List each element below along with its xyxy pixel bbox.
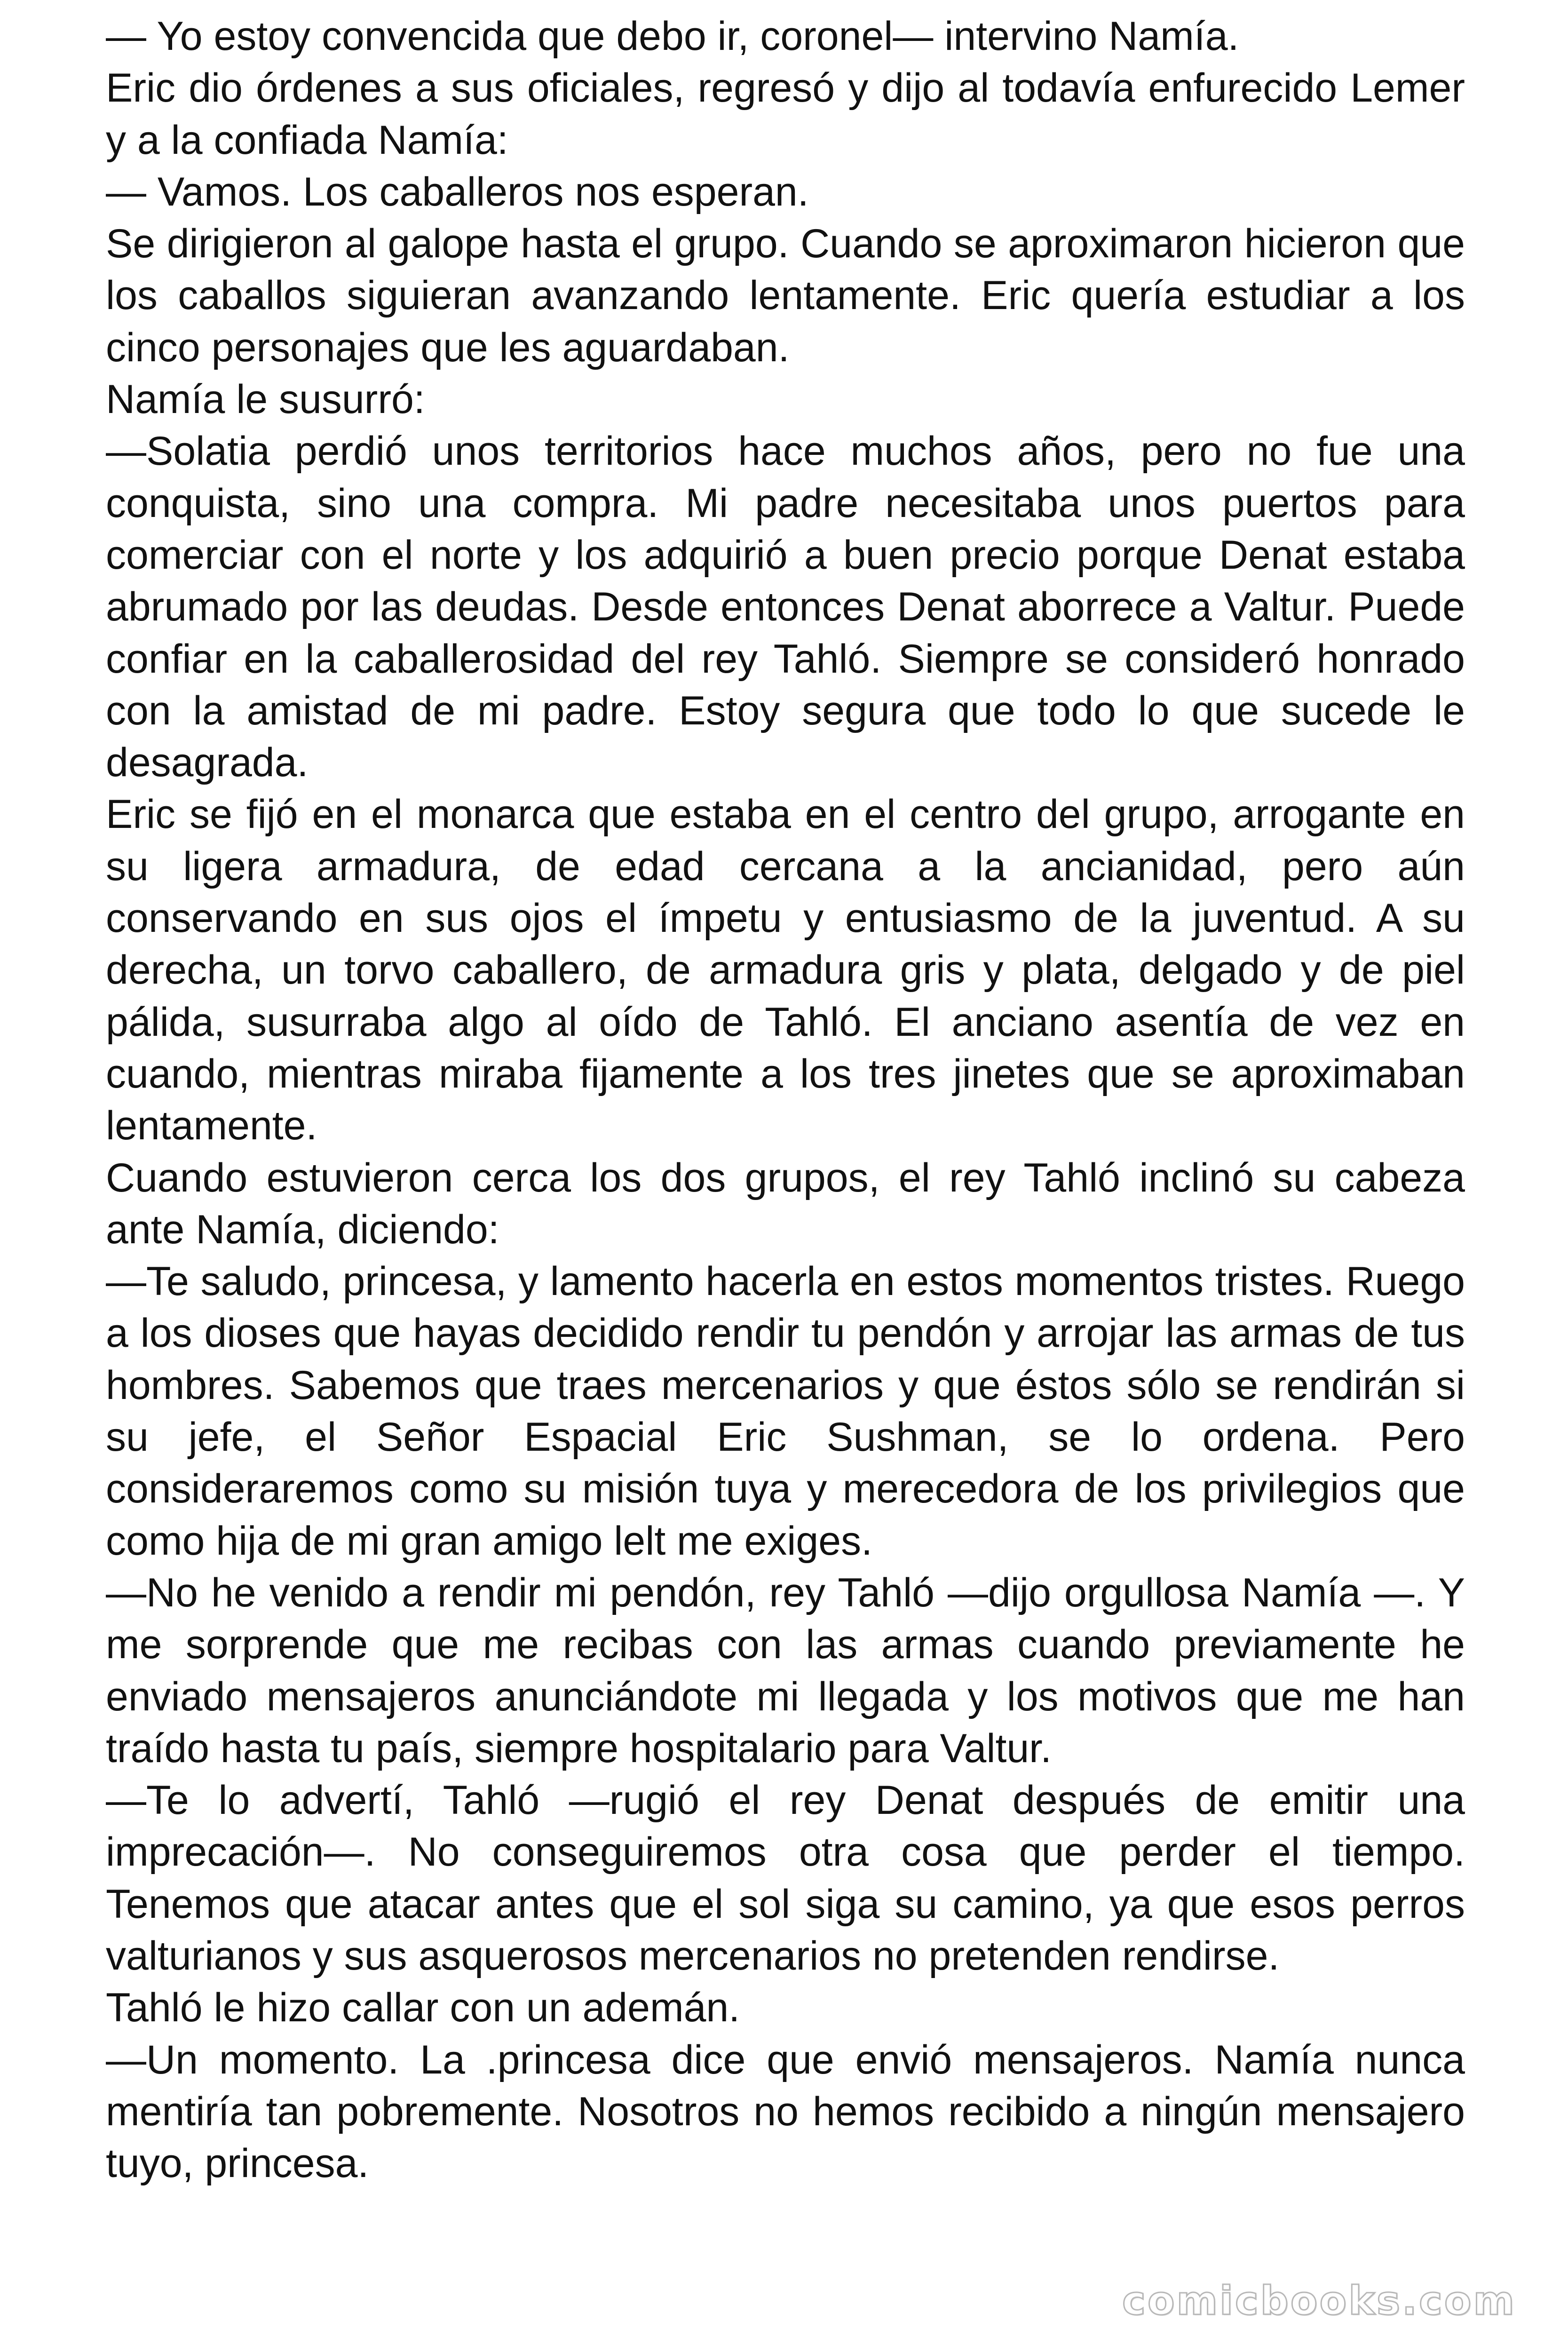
watermark: comicbooks.com: [1122, 2278, 1516, 2324]
paragraph: Eric se fijó en el monarca que estaba en el centro del grupo, arrogante en su ligera armadura, de edad cercana a la ancianidad, pero aún conservando en sus ojos el ímpetu y entusiasmo de la juventud. A su derecha, un torvo caballero, de armadura gris y plata, delgado y de piel pálida, susurraba algo al oído de Tahló. El anciano asentía de vez en cuando, mientras miraba fijamente a los tres jinetes que se aproximaban lentamente.: [106, 792, 1465, 1149]
paragraph: —Te lo advertí, Tahló —rugió el rey Denat después de emitir una imprecación—. No conseguiremos otra cosa que perder el tiempo. Tenemos que atacar antes que el sol siga su camino, ya que esos perros valturianos y sus asquerosos mercenarios no pretenden rendirse.: [106, 1778, 1465, 1979]
paragraph: Namía le susurró:: [106, 377, 425, 422]
paragraph: —Un momento. La .princesa dice que envió mensajeros. Namía nunca mentiría tan pobremente. Nosotros no hemos recibido a ningún mensajero tuyo, princesa.: [106, 2037, 1465, 2186]
paragraph: — Yo estoy convencida que debo ir, coronel— intervino Namía.: [106, 14, 1239, 59]
page-text: [106, 10, 1465, 2189]
paragraph: — Vamos. Los caballeros nos esperan.: [106, 169, 809, 215]
paragraph: Tahló le hizo callar con un ademán.: [106, 1985, 740, 2031]
paragraph: —No he venido a rendir mi pendón, rey Tahló —dijo orgullosa Namía —. Y me sorprende que me recibas con las armas cuando previamente he enviado mensajeros anunciándote mi llegada y los motivos que me han traído hasta tu país, siempre hospitalario para Valtur.: [106, 1570, 1465, 1771]
paragraph: —Te saludo, princesa, y lamento hacerla en estos momentos tristes. Ruego a los dioses que hayas decidido rendir tu pendón y arrojar las armas de tus hombres. Sabemos que traes mercenarios y que éstos sólo se rendirán si su jefe, el Señor Espacial Eric Sushman, se lo ordena. Pero consideraremos como su misión tuya y merecedora de los privilegios que como hija de mi gran amigo lelt me exiges.: [106, 1259, 1465, 1564]
paragraph: Eric dio órdenes a sus oficiales, regresó y dijo al todavía enfurecido Lemer y a la confiada Namía:: [106, 65, 1465, 163]
paragraph: Se dirigieron al galope hasta el grupo. Cuando se aproximaron hicieron que los caballos siguieran avanzando lentamente. Eric quería estudiar a los cinco personajes que les aguardaban.: [106, 221, 1465, 370]
paragraph: Cuando estuvieron cerca los dos grupos, el rey Tahló inclinó su cabeza ante Namía, diciendo:: [106, 1155, 1465, 1252]
paragraph: —Solatia perdió unos territorios hace muchos años, pero no fue una conquista, sino una compra. Mi padre necesitaba unos puertos para comerciar con el norte y los adquirió a buen precio porque Denat estaba abrumado por las deudas. Desde entonces Denat aborrece a Valtur. Puede confiar en la caballerosidad del rey Tahló. Siempre se consideró honrado con la amistad de mi padre. Estoy segura que todo lo que sucede le desagrada.: [106, 429, 1465, 786]
